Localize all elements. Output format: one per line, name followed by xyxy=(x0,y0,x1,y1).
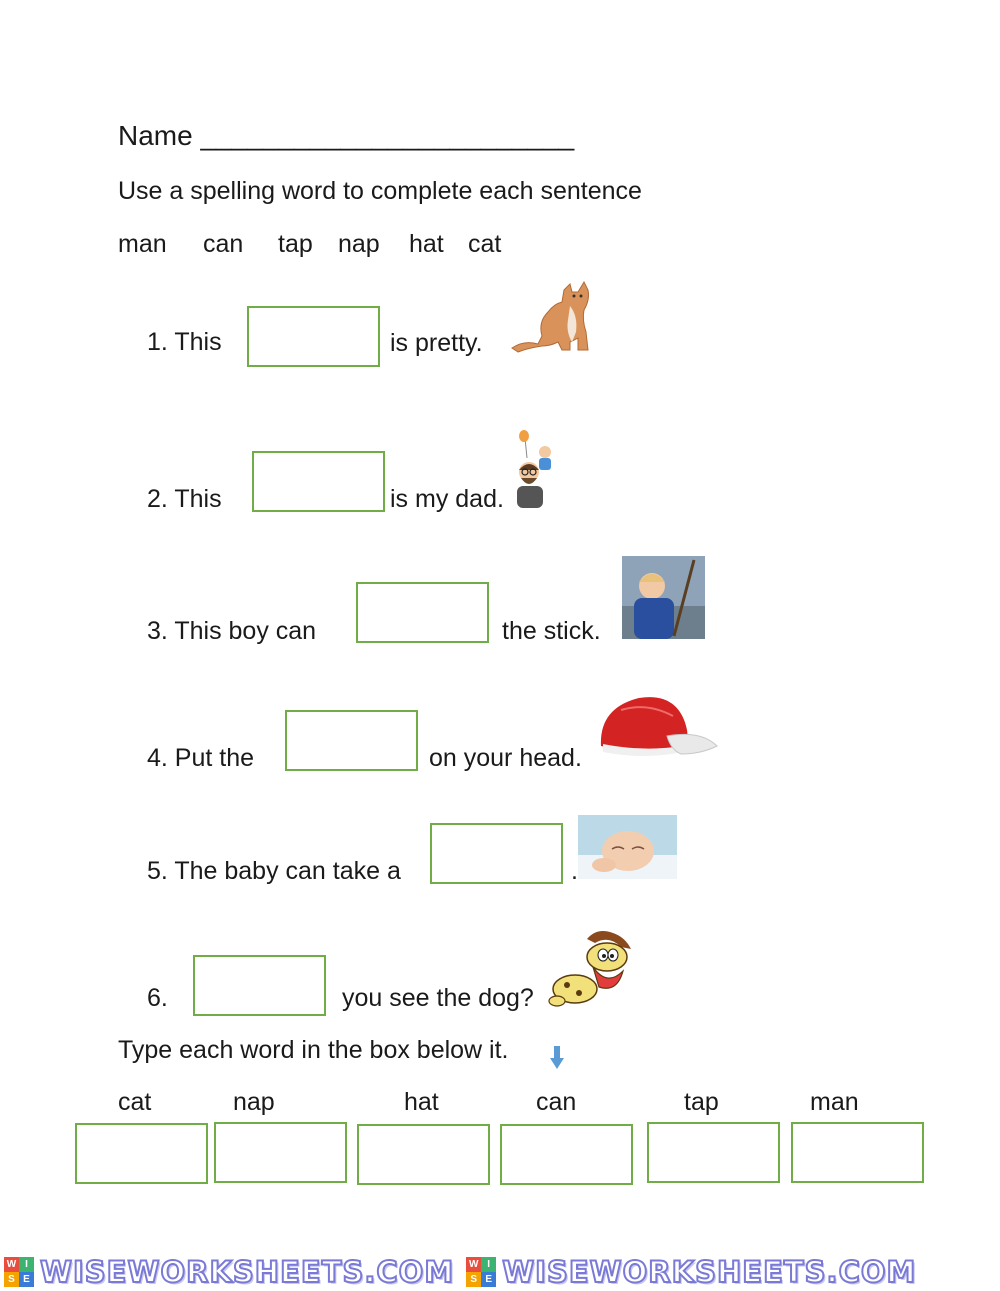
question-4-text-before: 4. Put the xyxy=(147,744,255,772)
word-bank-item: can xyxy=(203,230,244,258)
instructions: Use a spelling word to complete each sentence xyxy=(118,177,642,205)
question-6-text-before: 6. xyxy=(147,984,168,1012)
question-5-answer-box[interactable] xyxy=(430,823,563,884)
word-bank-item: tap xyxy=(278,230,313,258)
question-2-text-before: 2. This xyxy=(147,485,222,513)
question-1-answer-box[interactable] xyxy=(247,306,380,367)
question-6-text-after: you see the dog? xyxy=(342,984,534,1012)
typing-box-hat[interactable] xyxy=(357,1124,490,1185)
logo-letter: E xyxy=(19,1272,34,1287)
logo-letter: S xyxy=(4,1272,19,1287)
arrow-down-icon xyxy=(550,1046,564,1070)
word-bank-item: cat xyxy=(468,230,502,258)
red-cap-picture xyxy=(597,690,721,768)
typing-box-man[interactable] xyxy=(791,1122,924,1183)
typing-box-can[interactable] xyxy=(500,1124,633,1185)
logo-letter: S xyxy=(466,1272,481,1287)
question-1-text-before: 1. This xyxy=(147,328,222,356)
question-2-answer-box[interactable] xyxy=(252,451,385,512)
boy-with-stick-picture xyxy=(622,556,705,639)
typing-word: man xyxy=(810,1088,859,1116)
question-1-text-after: is pretty. xyxy=(390,329,483,357)
typing-word: hat xyxy=(404,1088,439,1116)
cartoon-dog-picture xyxy=(547,927,639,1011)
question-6-answer-box[interactable] xyxy=(193,955,326,1016)
question-4-answer-box[interactable] xyxy=(285,710,418,771)
logo-letter: I xyxy=(19,1257,34,1272)
question-2-text-after: is my dad. xyxy=(390,485,504,513)
logo-letter: W xyxy=(466,1257,481,1272)
watermark-block xyxy=(0,1255,454,1289)
name-line: ________________________ xyxy=(200,120,575,151)
logo-letter: I xyxy=(481,1257,496,1272)
typing-word: cat xyxy=(118,1088,152,1116)
typing-box-nap[interactable] xyxy=(214,1122,347,1183)
word-bank-item: hat xyxy=(409,230,444,258)
sleeping-baby-picture xyxy=(578,815,677,879)
logo-letter: E xyxy=(481,1272,496,1287)
word-bank-item: man xyxy=(118,230,167,258)
typing-box-cat[interactable] xyxy=(75,1123,208,1184)
word-bank-item: nap xyxy=(338,230,380,258)
watermark-footer xyxy=(0,1253,1000,1291)
question-3-text-after: the stick. xyxy=(502,617,601,645)
question-3-answer-box[interactable] xyxy=(356,582,489,643)
typing-word: can xyxy=(536,1088,577,1116)
watermark-text: WISEWORKSHEETS.COM xyxy=(502,1255,917,1289)
dad-with-child-picture xyxy=(507,428,559,510)
watermark-block xyxy=(462,1255,916,1289)
question-3-text-before: 3. This boy can xyxy=(147,617,317,645)
watermark-logo xyxy=(4,1257,34,1287)
logo-letter: W xyxy=(4,1257,19,1272)
typing-word: nap xyxy=(233,1088,275,1116)
typing-box-tap[interactable] xyxy=(647,1122,780,1183)
watermark-logo xyxy=(466,1257,496,1287)
name-label: Name xyxy=(118,120,193,151)
question-5-text-after: . xyxy=(571,857,578,885)
name-label-row xyxy=(118,120,574,152)
question-4-text-after: on your head. xyxy=(429,744,582,772)
typing-word: tap xyxy=(684,1088,719,1116)
question-5-text-before: 5. The baby can take a xyxy=(147,857,401,885)
typing-instruction: Type each word in the box below it. xyxy=(118,1036,509,1064)
cat-picture xyxy=(508,276,592,354)
watermark-text: WISEWORKSHEETS.COM xyxy=(40,1255,455,1289)
